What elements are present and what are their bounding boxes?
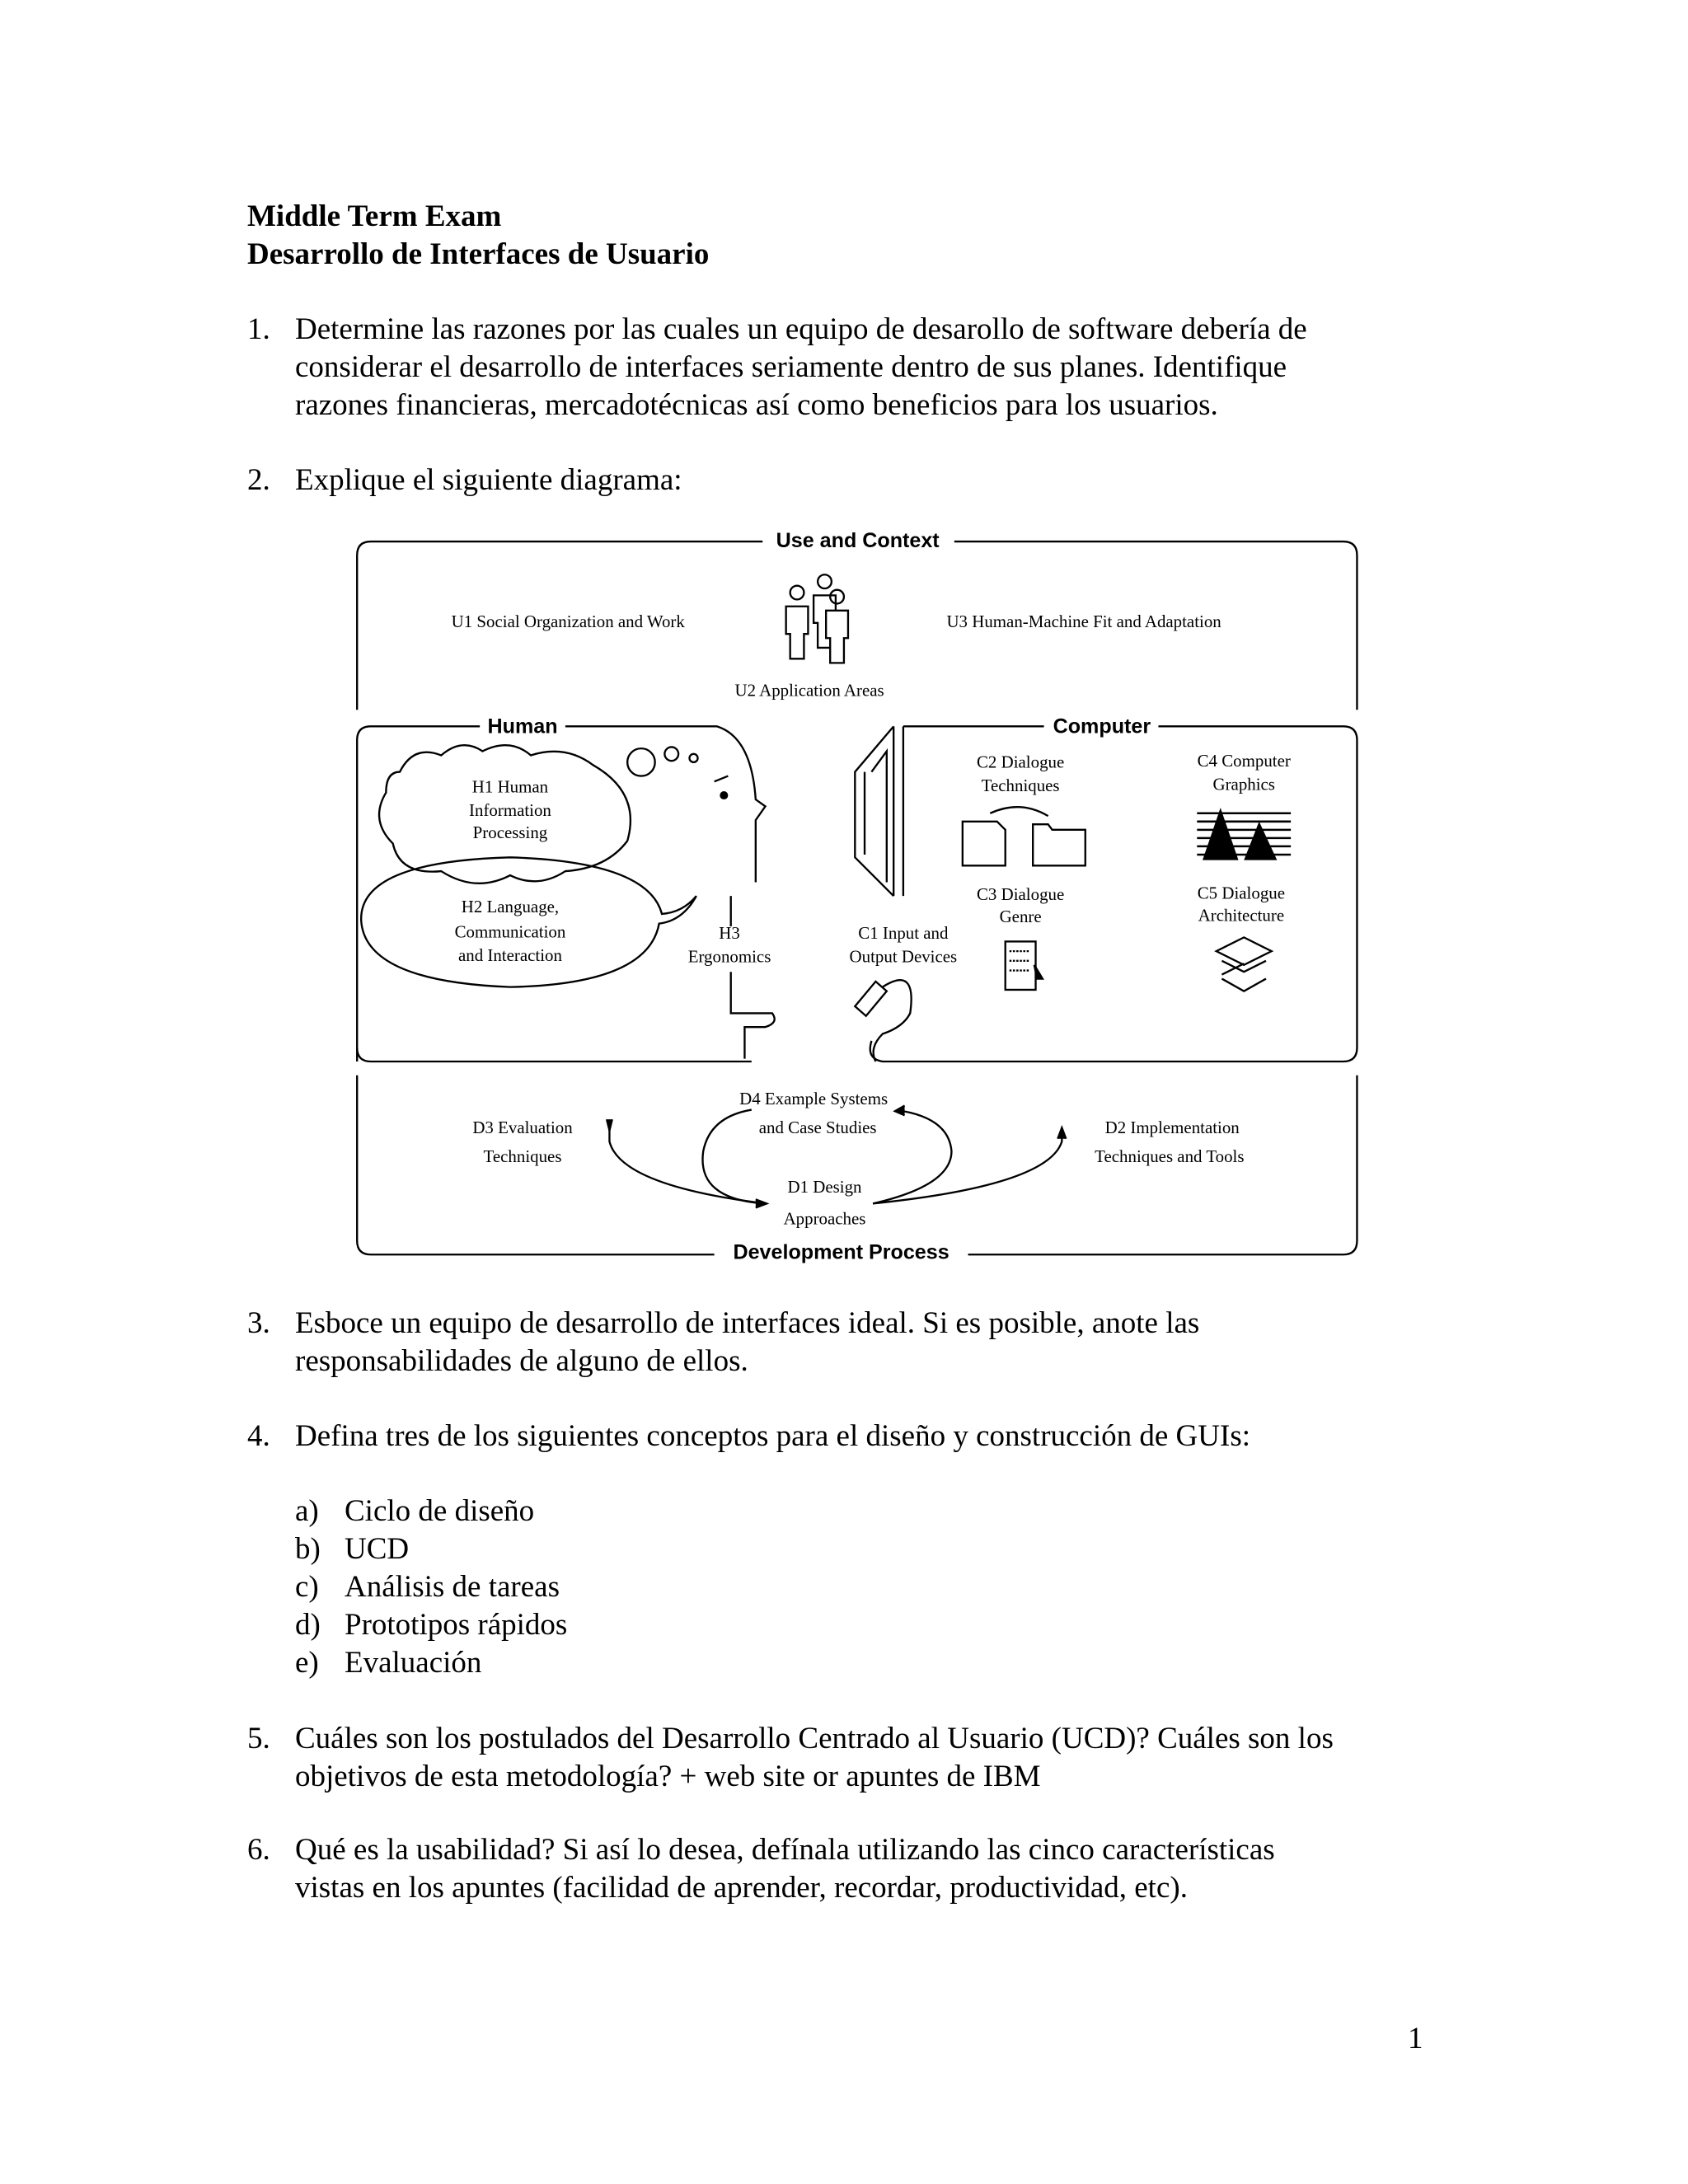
question-number: 3. bbox=[247, 1306, 270, 1340]
question-text: objetivos de esta metodología? + web site or apuntes de IBM bbox=[295, 1760, 1041, 1793]
page-number: 1 bbox=[1408, 2022, 1423, 2055]
question-text: considerar el desarrollo de interfaces seriamente dentro de sus planes. Identifique bbox=[295, 350, 1287, 384]
question-text: Defina tres de los siguientes conceptos para el diseño y construcción de GUIs: bbox=[295, 1419, 1250, 1453]
option-letter: d) bbox=[295, 1608, 321, 1642]
h3-line: Ergonomics bbox=[687, 946, 771, 967]
c3-line: Genre bbox=[999, 906, 1042, 926]
question-number: 6. bbox=[247, 1833, 270, 1867]
d3-line: D3 Evaluation bbox=[472, 1118, 573, 1138]
option-text: Evaluación bbox=[345, 1646, 482, 1680]
development-label: Development Process bbox=[733, 1240, 950, 1264]
c5-line: C5 Dialogue bbox=[1197, 883, 1286, 903]
mouse-icon bbox=[855, 980, 911, 1062]
h2-line: Communication bbox=[454, 921, 566, 942]
monitor-icon bbox=[855, 726, 903, 896]
option-text: Prototipos rápidos bbox=[345, 1608, 568, 1642]
d4-line: D4 Example Systems bbox=[739, 1088, 889, 1108]
human-label: Human bbox=[487, 715, 558, 738]
layers-icon bbox=[1217, 937, 1272, 991]
question-text: razones financieras, mercadotécnicas así como beneficios para los usuarios. bbox=[295, 388, 1218, 422]
course-title: Desarrollo de Interfaces de Usuario bbox=[247, 237, 710, 271]
question-number: 2. bbox=[247, 463, 270, 497]
h1-line: H1 Human bbox=[471, 776, 549, 797]
c2-line: Techniques bbox=[981, 775, 1060, 795]
h2-line: H2 Language, bbox=[461, 897, 560, 917]
question-text: vistas en los apuntes (facilidad de aprender, recordar, productividad, etc). bbox=[295, 1871, 1188, 1905]
c3-line: C3 Dialogue bbox=[976, 884, 1065, 905]
h3-line: H3 bbox=[719, 923, 740, 944]
exam-title: Middle Term Exam bbox=[247, 199, 502, 233]
document-folder-icon bbox=[963, 807, 1085, 865]
hci-diagram bbox=[345, 521, 1372, 1268]
computer-label: Computer bbox=[1053, 715, 1151, 738]
question-text: Cuáles son los postulados del Desarrollo Centrado al Usuario (UCD)? Cuáles son los bbox=[295, 1722, 1334, 1755]
c2-line: C2 Dialogue bbox=[976, 752, 1065, 772]
d4-line: and Case Studies bbox=[758, 1118, 877, 1138]
d1-line: Approaches bbox=[783, 1208, 866, 1229]
c4-line: C4 Computer bbox=[1197, 750, 1291, 771]
c4-line: Graphics bbox=[1212, 774, 1275, 794]
question-number: 4. bbox=[247, 1419, 270, 1453]
computer-graphics-icon bbox=[1197, 806, 1291, 861]
h1-line: Processing bbox=[472, 822, 548, 842]
question-text: responsabilidades de alguno de ellos. bbox=[295, 1344, 748, 1378]
question-text: Qué es la usabilidad? Si así lo desea, defínala utilizando las cinco características bbox=[295, 1833, 1275, 1867]
dialogue-window-icon bbox=[1006, 941, 1043, 990]
question-number: 1. bbox=[247, 312, 270, 346]
option-letter: c) bbox=[295, 1570, 319, 1604]
option-text: UCD bbox=[345, 1532, 410, 1566]
d1-line: D1 Design bbox=[787, 1176, 862, 1197]
c1-line: Output Devices bbox=[849, 946, 958, 967]
d3-line: Techniques bbox=[483, 1146, 562, 1167]
question-text: Esboce un equipo de desarrollo de interfaces ideal. Si es posible, anote las bbox=[295, 1306, 1200, 1340]
people-icon bbox=[786, 574, 848, 663]
u3-label: U3 Human-Machine Fit and Adaptation bbox=[946, 611, 1221, 631]
h1-line: Information bbox=[469, 800, 551, 821]
h2-line: and Interaction bbox=[457, 944, 562, 965]
u1-label: U1 Social Organization and Work bbox=[451, 611, 685, 631]
question-number: 5. bbox=[247, 1722, 270, 1755]
c5-line: Architecture bbox=[1198, 905, 1285, 926]
d2-line: D2 Implementation bbox=[1104, 1118, 1240, 1138]
option-text: Ciclo de diseño bbox=[345, 1494, 535, 1528]
d2-line: Techniques and Tools bbox=[1095, 1146, 1245, 1167]
option-letter: e) bbox=[295, 1646, 319, 1680]
u2-label: U2 Application Areas bbox=[734, 680, 884, 701]
option-text: Análisis de tareas bbox=[345, 1570, 560, 1604]
option-letter: a) bbox=[295, 1494, 319, 1528]
human-frame bbox=[357, 726, 765, 1062]
c1-line: C1 Input and bbox=[858, 923, 949, 944]
question-text: Determine las razones por las cuales un equipo de desarollo de software debería de bbox=[295, 312, 1307, 346]
head-profile-icon bbox=[715, 776, 775, 1059]
use-context-label: Use and Context bbox=[776, 528, 940, 552]
question-text: Explique el siguiente diagrama: bbox=[295, 463, 682, 497]
option-letter: b) bbox=[295, 1532, 321, 1566]
